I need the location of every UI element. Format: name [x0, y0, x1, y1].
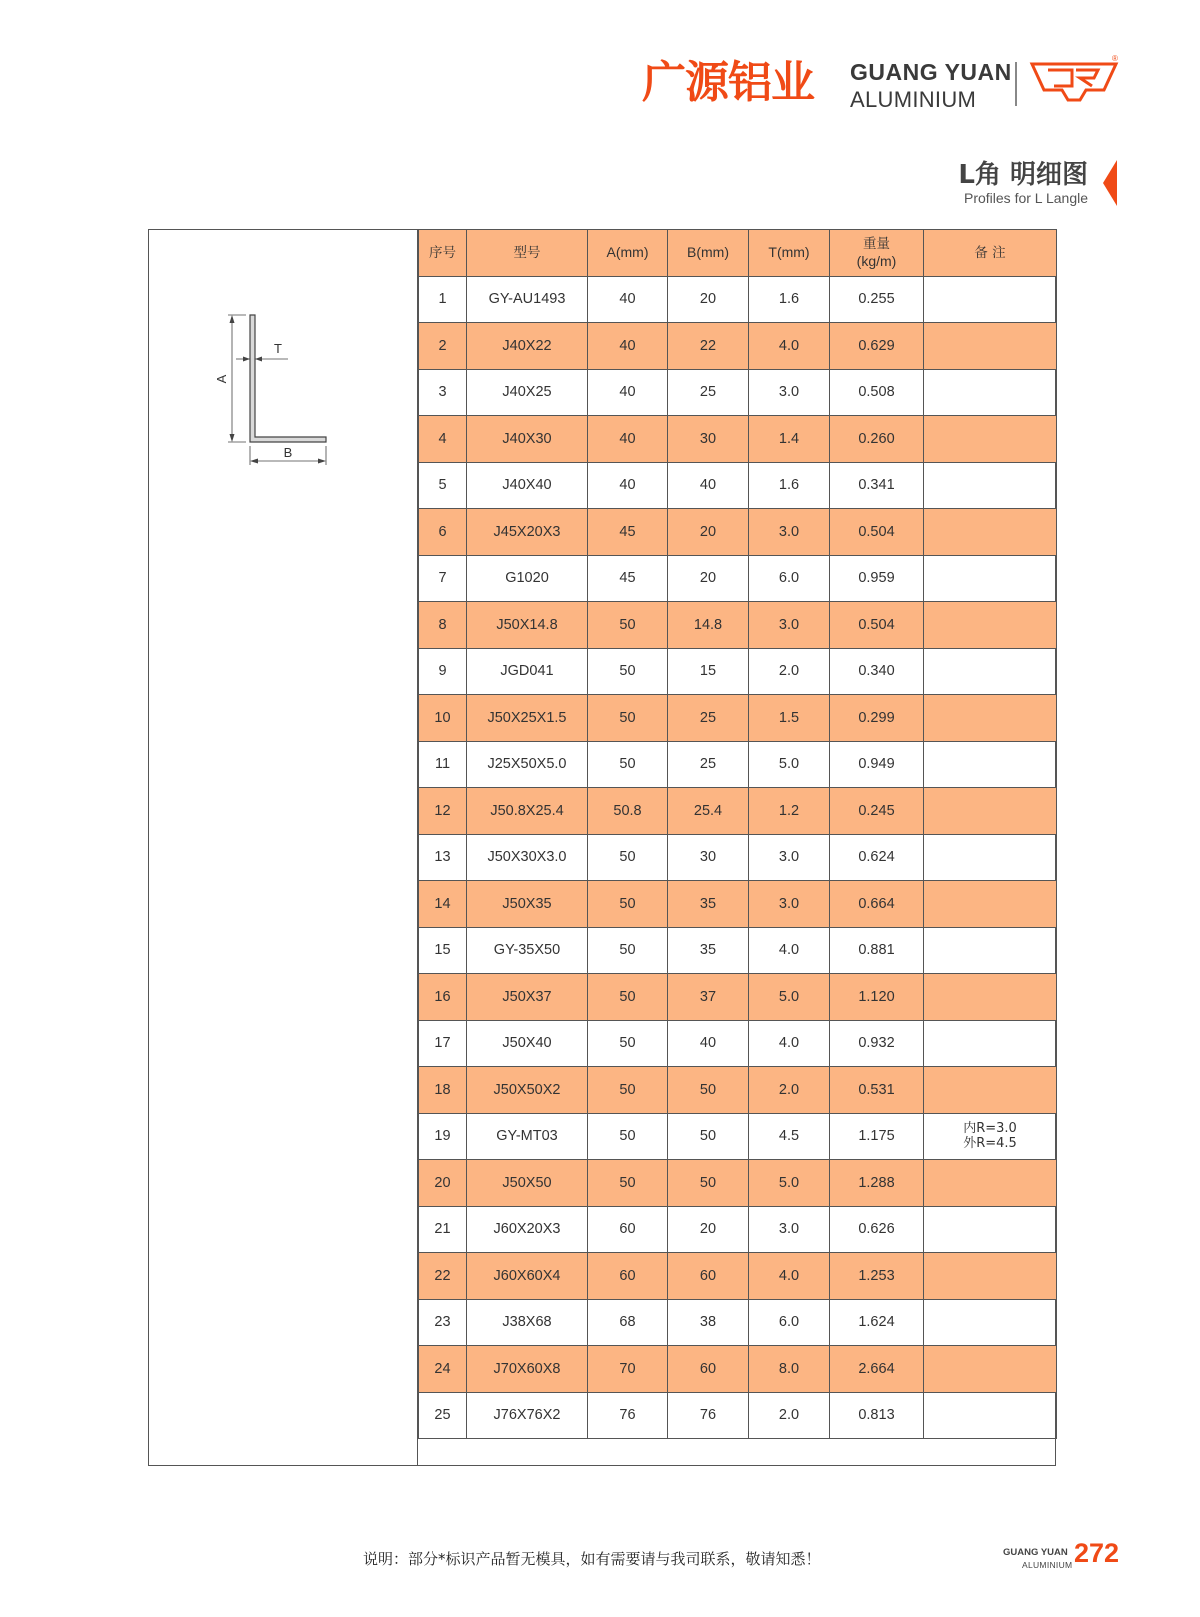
cell-a: 40 [588, 323, 668, 370]
cell-weight: 1.288 [830, 1160, 924, 1207]
table-row [419, 1299, 1057, 1346]
cell-t: 2.0 [749, 1392, 830, 1439]
cell-a: 50 [588, 695, 668, 742]
cell-index: 10 [419, 695, 467, 742]
cell-t: 4.0 [749, 323, 830, 370]
brand-name-en-line2: ALUMINIUM [850, 87, 977, 112]
cell-t: 3.0 [749, 1206, 830, 1253]
cell-t: 8.0 [749, 1346, 830, 1393]
cell-t: 3.0 [749, 602, 830, 649]
cell-t: 6.0 [749, 1299, 830, 1346]
cell-weight: 0.959 [830, 555, 924, 602]
cell-b: 20 [668, 1206, 749, 1253]
cell-a: 60 [588, 1253, 668, 1300]
cell-weight: 0.504 [830, 602, 924, 649]
cell-note [924, 602, 1057, 649]
cell-index: 20 [419, 1160, 467, 1207]
table-row [419, 974, 1057, 1021]
cell-weight: 0.299 [830, 695, 924, 742]
cell-t: 4.0 [749, 927, 830, 974]
brand-name-en-line1: GUANG YUAN [850, 59, 1012, 85]
cell-a: 50 [588, 927, 668, 974]
cell-index: 5 [419, 462, 467, 509]
cell-a: 50 [588, 602, 668, 649]
registered-mark: ® [1112, 54, 1118, 63]
cell-model: GY-MT03 [467, 1113, 588, 1160]
cell-t: 4.0 [749, 1253, 830, 1300]
header-a: A(mm) [588, 230, 668, 277]
cell-b: 22 [668, 323, 749, 370]
cell-model: J40X40 [467, 462, 588, 509]
cell-t: 5.0 [749, 741, 830, 788]
table-row [419, 1253, 1057, 1300]
cell-index: 3 [419, 369, 467, 416]
cell-a: 50 [588, 834, 668, 881]
cell-note [924, 834, 1057, 881]
cell-weight: 0.341 [830, 462, 924, 509]
cell-a: 60 [588, 1206, 668, 1253]
cell-note [924, 1160, 1057, 1207]
cell-t: 1.6 [749, 462, 830, 509]
table-row [419, 788, 1057, 835]
cell-index: 12 [419, 788, 467, 835]
cell-note [924, 416, 1057, 463]
cell-b: 40 [668, 1020, 749, 1067]
table-row [419, 602, 1057, 649]
cell-index: 19 [419, 1113, 467, 1160]
cell-b: 25 [668, 695, 749, 742]
cell-model: J45X20X3 [467, 509, 588, 556]
cell-note [924, 1113, 1057, 1160]
table-row [419, 1346, 1057, 1393]
table-row [419, 1020, 1057, 1067]
cell-index: 21 [419, 1206, 467, 1253]
cell-note [924, 881, 1057, 928]
cell-weight: 0.504 [830, 509, 924, 556]
cell-weight: 0.949 [830, 741, 924, 788]
cell-weight: 0.813 [830, 1392, 924, 1439]
cell-model: J50X50 [467, 1160, 588, 1207]
cell-b: 20 [668, 276, 749, 323]
cell-weight: 1.175 [830, 1113, 924, 1160]
cell-b: 25 [668, 369, 749, 416]
cell-b: 50 [668, 1160, 749, 1207]
table-row [419, 695, 1057, 742]
cell-weight: 2.664 [830, 1346, 924, 1393]
cell-weight: 0.260 [830, 416, 924, 463]
cell-b: 37 [668, 974, 749, 1021]
table-row [419, 1392, 1057, 1439]
table-row [419, 555, 1057, 602]
table-row [419, 1113, 1057, 1160]
cell-note [924, 695, 1057, 742]
cell-weight: 0.245 [830, 788, 924, 835]
cell-index: 24 [419, 1346, 467, 1393]
cell-b: 35 [668, 881, 749, 928]
header-b: B(mm) [668, 230, 749, 277]
cell-a: 50 [588, 1067, 668, 1114]
cell-index: 16 [419, 974, 467, 1021]
note-line2: 外R=4.5 [963, 1136, 1017, 1152]
table-header-row [419, 230, 1057, 277]
header-index: 序号 [419, 230, 467, 277]
header-weight: 重量 (kg/m) [830, 230, 924, 277]
cell-t: 4.5 [749, 1113, 830, 1160]
cell-a: 50.8 [588, 788, 668, 835]
cell-index: 4 [419, 416, 467, 463]
cell-t: 3.0 [749, 834, 830, 881]
cell-a: 50 [588, 1160, 668, 1207]
cell-weight: 0.255 [830, 276, 924, 323]
cell-b: 15 [668, 648, 749, 695]
cell-model: J50X37 [467, 974, 588, 1021]
cell-weight: 0.932 [830, 1020, 924, 1067]
cell-model: JGD041 [467, 648, 588, 695]
cell-a: 40 [588, 416, 668, 463]
cell-index: 18 [419, 1067, 467, 1114]
cell-b: 40 [668, 462, 749, 509]
cell-index: 17 [419, 1020, 467, 1067]
header-t: T(mm) [749, 230, 830, 277]
cell-note [924, 788, 1057, 835]
cell-weight: 0.664 [830, 881, 924, 928]
cell-index: 8 [419, 602, 467, 649]
dimension-label-b: B [283, 445, 293, 460]
cell-note [924, 1020, 1057, 1067]
cell-t: 3.0 [749, 509, 830, 556]
cell-index: 13 [419, 834, 467, 881]
cell-b: 20 [668, 555, 749, 602]
cell-note [924, 927, 1057, 974]
table-row [419, 462, 1057, 509]
cell-t: 5.0 [749, 974, 830, 1021]
cell-t: 1.4 [749, 416, 830, 463]
cell-note [924, 1206, 1057, 1253]
cell-t: 1.6 [749, 276, 830, 323]
cell-weight: 1.253 [830, 1253, 924, 1300]
cell-note [924, 741, 1057, 788]
cell-weight: 0.531 [830, 1067, 924, 1114]
table-row [419, 323, 1057, 370]
table-row [419, 416, 1057, 463]
gr-shield-logo-icon [1028, 52, 1120, 108]
cell-model: J70X60X8 [467, 1346, 588, 1393]
cell-model: J50X30X3.0 [467, 834, 588, 881]
section-title: L角 明细图 [958, 160, 1088, 190]
l-angle-shape [250, 315, 326, 442]
cell-model: J60X20X3 [467, 1206, 588, 1253]
cell-index: 6 [419, 509, 467, 556]
table-row [419, 834, 1057, 881]
cell-weight: 1.624 [830, 1299, 924, 1346]
cell-a: 50 [588, 1020, 668, 1067]
cell-t: 4.0 [749, 1020, 830, 1067]
cell-index: 9 [419, 648, 467, 695]
table-row [419, 927, 1057, 974]
cell-weight: 0.881 [830, 927, 924, 974]
cell-t: 5.0 [749, 1160, 830, 1207]
cell-weight: 0.629 [830, 323, 924, 370]
cell-index: 22 [419, 1253, 467, 1300]
cell-a: 40 [588, 276, 668, 323]
cell-t: 2.0 [749, 648, 830, 695]
cell-model: J50X50X2 [467, 1067, 588, 1114]
note-line1: 内R=3.0 [963, 1121, 1017, 1137]
cell-b: 30 [668, 834, 749, 881]
cell-a: 40 [588, 462, 668, 509]
cell-note [924, 1392, 1057, 1439]
dimension-label-a: A [214, 374, 229, 384]
cell-b: 25.4 [668, 788, 749, 835]
table-row [419, 276, 1057, 323]
page-number: 272 [1074, 1538, 1120, 1568]
cell-index: 15 [419, 927, 467, 974]
cell-a: 45 [588, 555, 668, 602]
cell-note [924, 1067, 1057, 1114]
cell-b: 50 [668, 1067, 749, 1114]
table-row [419, 1206, 1057, 1253]
section-subtitle: Profiles for L Langle [964, 190, 1088, 206]
cell-weight: 1.120 [830, 974, 924, 1021]
cell-model: J60X60X4 [467, 1253, 588, 1300]
cell-weight: 0.626 [830, 1206, 924, 1253]
cell-a: 50 [588, 974, 668, 1021]
cell-t: 1.5 [749, 695, 830, 742]
table-row [419, 509, 1057, 556]
header-note: 备 注 [924, 230, 1057, 277]
table-row [419, 1067, 1057, 1114]
cell-b: 30 [668, 416, 749, 463]
cell-b: 35 [668, 927, 749, 974]
cell-a: 40 [588, 369, 668, 416]
cell-t: 2.0 [749, 1067, 830, 1114]
l-angle-spec-table [418, 229, 1057, 1439]
cell-t: 1.2 [749, 788, 830, 835]
cell-index: 2 [419, 323, 467, 370]
cell-model: J40X22 [467, 323, 588, 370]
cell-note [924, 462, 1057, 509]
cell-index: 11 [419, 741, 467, 788]
cell-b: 14.8 [668, 602, 749, 649]
cell-note [924, 369, 1057, 416]
cell-model: J76X76X2 [467, 1392, 588, 1439]
cell-model: GY-AU1493 [467, 276, 588, 323]
cell-model: J40X30 [467, 416, 588, 463]
cell-index: 25 [419, 1392, 467, 1439]
cell-a: 50 [588, 1113, 668, 1160]
cell-index: 1 [419, 276, 467, 323]
footer-brand-line1: GUANG YUAN [1003, 1547, 1068, 1558]
cell-note [924, 1346, 1057, 1393]
table-row [419, 648, 1057, 695]
cell-t: 3.0 [749, 369, 830, 416]
cell-weight: 0.340 [830, 648, 924, 695]
cell-model: J50X40 [467, 1020, 588, 1067]
cell-model: J50.8X25.4 [467, 788, 588, 835]
cell-t: 3.0 [749, 881, 830, 928]
cell-a: 50 [588, 648, 668, 695]
cell-b: 50 [668, 1113, 749, 1160]
cell-b: 60 [668, 1253, 749, 1300]
cell-model: J40X25 [467, 369, 588, 416]
cell-b: 20 [668, 509, 749, 556]
l-angle-profile-diagram [198, 313, 338, 483]
cell-model: GY-35X50 [467, 927, 588, 974]
table-row [419, 881, 1057, 928]
cell-index: 14 [419, 881, 467, 928]
cell-a: 50 [588, 881, 668, 928]
cell-a: 68 [588, 1299, 668, 1346]
cell-note [924, 276, 1057, 323]
cell-note [924, 1253, 1057, 1300]
cell-weight: 0.624 [830, 834, 924, 881]
title-arrow-icon [1103, 160, 1117, 206]
cell-t: 6.0 [749, 555, 830, 602]
cell-model: G1020 [467, 555, 588, 602]
cell-note [924, 648, 1057, 695]
header-model: 型号 [467, 230, 588, 277]
dimension-label-t: T [274, 341, 282, 356]
cell-note [924, 1299, 1057, 1346]
cell-a: 45 [588, 509, 668, 556]
footer-note: 说明：部分*标识产品暂无模具，如有需要请与我司联系，敬请知悉！ [363, 1550, 821, 1568]
table-row [419, 741, 1057, 788]
cell-model: J38X68 [467, 1299, 588, 1346]
cell-b: 76 [668, 1392, 749, 1439]
brand-divider [1015, 62, 1017, 106]
cell-note [924, 555, 1057, 602]
cell-model: J50X14.8 [467, 602, 588, 649]
cell-model: J50X35 [467, 881, 588, 928]
cell-weight: 0.508 [830, 369, 924, 416]
table-row [419, 1160, 1057, 1207]
cell-index: 23 [419, 1299, 467, 1346]
cell-note [924, 323, 1057, 370]
cell-b: 60 [668, 1346, 749, 1393]
cell-note [924, 509, 1057, 556]
cell-a: 76 [588, 1392, 668, 1439]
cell-a: 50 [588, 741, 668, 788]
cell-a: 70 [588, 1346, 668, 1393]
cell-index: 7 [419, 555, 467, 602]
cell-model: J25X50X5.0 [467, 741, 588, 788]
cell-b: 38 [668, 1299, 749, 1346]
cell-note [924, 974, 1057, 1021]
brand-name-cn: 广源铝业 [642, 57, 814, 108]
table-row [419, 369, 1057, 416]
cell-model: J50X25X1.5 [467, 695, 588, 742]
footer-brand-line2: ALUMINIUM [1022, 1560, 1073, 1570]
cell-b: 25 [668, 741, 749, 788]
